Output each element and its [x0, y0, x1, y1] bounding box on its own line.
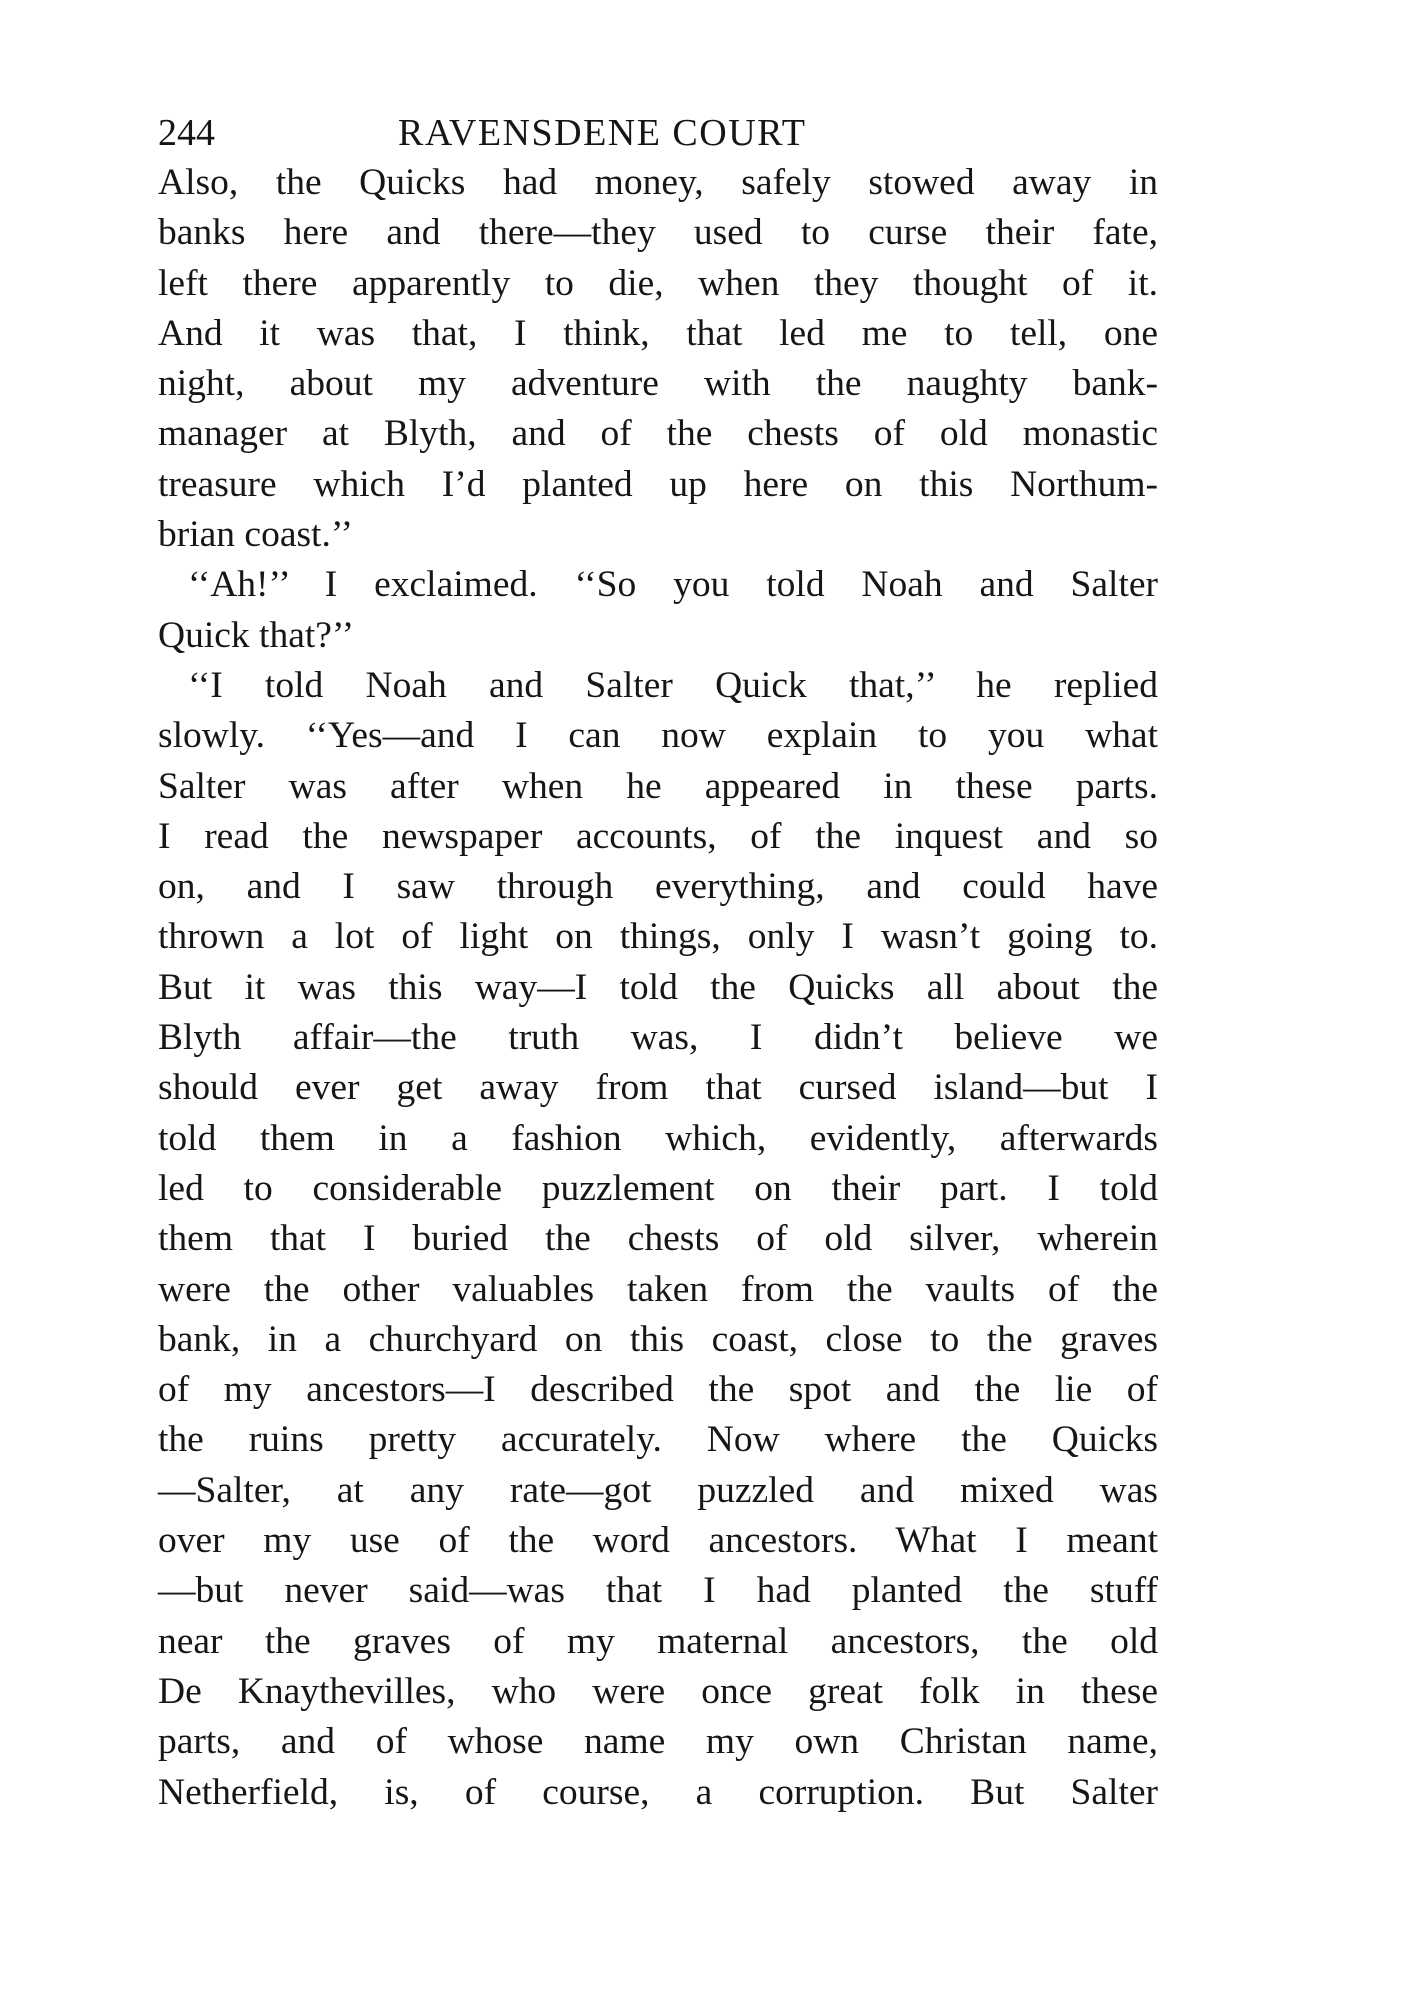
page-number: 244 — [158, 112, 215, 154]
text-line: bank, in a churchyard on this coast, close to the graves — [158, 1318, 1158, 1360]
text-line: But it was this way—I told the Quicks all about the — [158, 966, 1158, 1008]
text-line: Blyth affair—the truth was, I didn’t believe we — [158, 1017, 1158, 1059]
text-line: slowly. ‘‘Yes—and I can now explain to you what — [158, 715, 1158, 757]
text-line: parts, and of whose name my own Christan name, — [158, 1721, 1158, 1763]
text-line: were the other valuables taken from the vaults of the — [158, 1268, 1158, 1310]
text-line: over my use of the word ancestors. What I meant — [158, 1520, 1158, 1562]
text-line: the ruins pretty accurately. Now where the Quicks — [158, 1419, 1158, 1461]
text-line: De Knaythevilles, who were once great folk in these — [158, 1670, 1158, 1712]
text-line: on, and I saw through everything, and could have — [158, 866, 1158, 908]
text-line: Salter was after when he appeared in these parts. — [158, 765, 1158, 807]
text-line: manager at Blyth, and of the chests of old monastic — [158, 413, 1158, 455]
text-line: night, about my adventure with the naughty bank- — [158, 363, 1158, 405]
page-header — [158, 108, 1158, 158]
text-line: should ever get away from that cursed island—but I — [158, 1067, 1158, 1109]
body-text — [158, 158, 1158, 1818]
text-line: —Salter, at any rate—got puzzled and mixed was — [158, 1469, 1158, 1511]
text-line: them that I buried the chests of old silver, wherein — [158, 1218, 1158, 1260]
text-line: near the graves of my maternal ancestors, the old — [158, 1620, 1158, 1662]
text-line: banks here and there—they used to curse their fate, — [158, 212, 1158, 254]
running-head: RAVENSDENE COURT — [398, 112, 807, 154]
text-line: Netherfield, is, of course, a corruption. But Salter — [158, 1771, 1158, 1813]
text-line: led to considerable puzzlement on their part. I told — [158, 1167, 1158, 1209]
text-line: thrown a lot of light on things, only I wasn’t going to. — [158, 916, 1158, 958]
text-line: told them in a fashion which, evidently, afterwards — [158, 1117, 1158, 1159]
text-line: Quick that?’’ — [158, 614, 355, 656]
text-line: Also, the Quicks had money, safely stowed away in — [158, 162, 1158, 203]
text-line: brian coast.’’ — [158, 514, 354, 556]
text-line: ‘‘Ah!’’ I exclaimed. ‘‘So you told Noah and Salter — [188, 564, 1158, 606]
text-line: —but never said—was that I had planted the stuff — [158, 1570, 1158, 1612]
text-line: treasure which I’d planted up here on this Northum- — [158, 463, 1158, 505]
text-line: And it was that, I think, that led me to tell, one — [158, 312, 1158, 354]
text-line: of my ancestors—I described the spot and the lie of — [158, 1369, 1158, 1411]
text-line: I read the newspaper accounts, of the inquest and so — [158, 815, 1158, 857]
text-line: left there apparently to die, when they thought of it. — [158, 262, 1158, 304]
text-line: ‘‘I told Noah and Salter Quick that,’’ he replied — [188, 664, 1158, 706]
book-page — [158, 108, 1158, 1818]
